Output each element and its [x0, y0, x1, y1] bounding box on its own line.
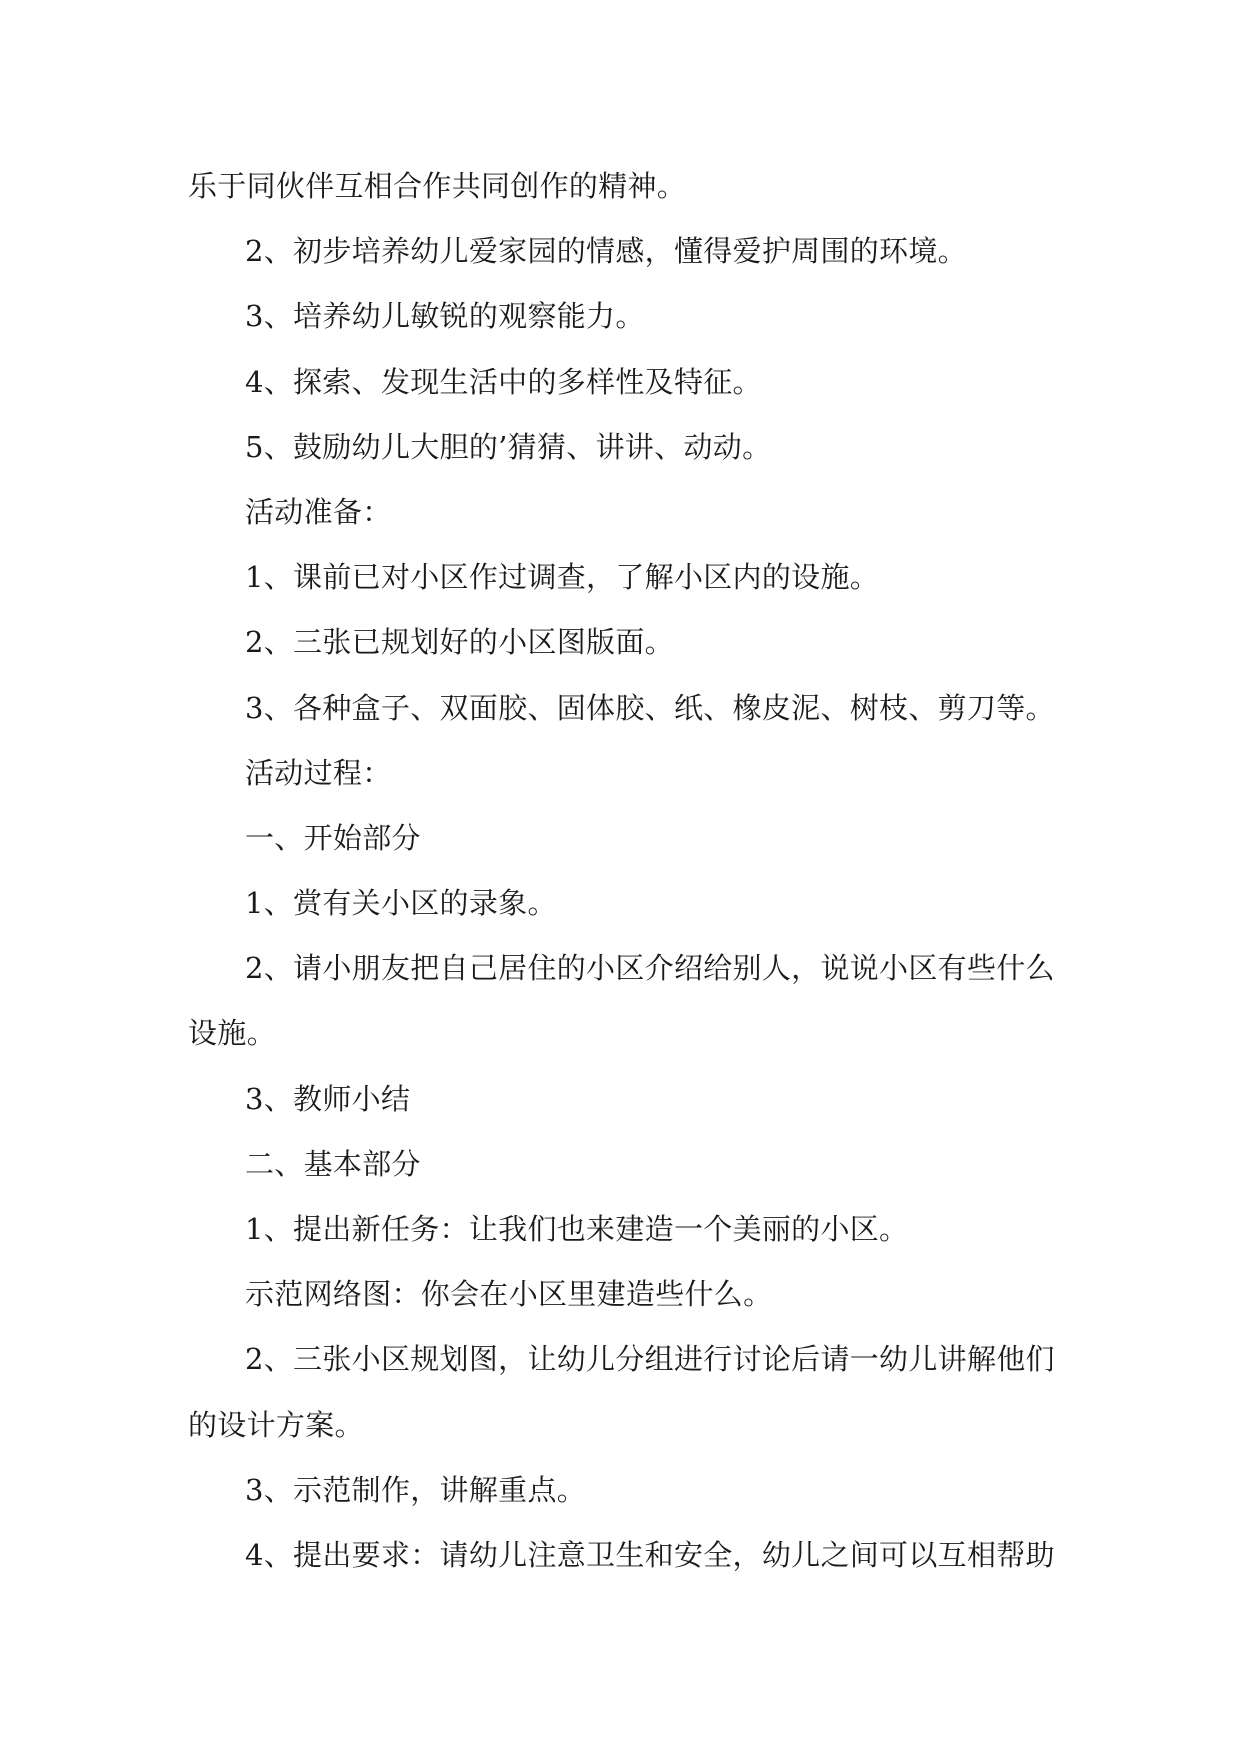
document-body — [188, 154, 1068, 1588]
text-line: 3、示范制作，讲解重点。 — [245, 1472, 587, 1507]
text-line: 示范网络图：你会在小区里建造些什么。 — [245, 1277, 773, 1312]
text-line: 活动过程： — [245, 755, 392, 790]
text-line: 3、教师小结 — [245, 1081, 411, 1116]
text-line: 5、鼓励幼儿大胆的’猜猜、讲讲、动动。 — [245, 429, 772, 464]
text-line: 2、三张小区规划图，让幼儿分组进行讨论后请一幼儿讲解他们 — [245, 1342, 1055, 1377]
text-line: 活动准备： — [245, 494, 392, 529]
text-line: 2、初步培养幼儿爱家园的情感，懂得爱护周围的环境。 — [245, 234, 967, 269]
text-line: 1、赏有关小区的录象。 — [245, 886, 557, 921]
text-line: 一、开始部分 — [245, 820, 421, 855]
text-line: 4、提出要求：请幼儿注意卫生和安全，幼儿之间可以互相帮助 — [245, 1537, 1055, 1572]
text-line: 乐于同伙伴互相合作共同创作的精神。 — [188, 169, 687, 203]
text-line: 4、探索、发现生活中的多样性及特征。 — [245, 364, 762, 399]
text-line: 3、培养幼儿敏锐的观察能力。 — [245, 299, 645, 334]
text-line: 二、基本部分 — [245, 1146, 421, 1181]
text-line: 2、请小朋友把自己居住的小区介绍给别人，说说小区有些什么 — [245, 951, 1055, 986]
text-line: 设施。 — [188, 1016, 276, 1051]
text-line: 3、各种盒子、双面胶、固体胶、纸、橡皮泥、树枝、剪刀等。 — [245, 690, 1055, 725]
text-line: 的设计方案。 — [188, 1407, 364, 1442]
text-line: 1、提出新任务：让我们也来建造一个美丽的小区。 — [245, 1212, 909, 1246]
text-line: 2、三张已规划好的小区图版面。 — [245, 625, 674, 660]
text-line: 1、课前已对小区作过调查，了解小区内的设施。 — [245, 560, 880, 595]
